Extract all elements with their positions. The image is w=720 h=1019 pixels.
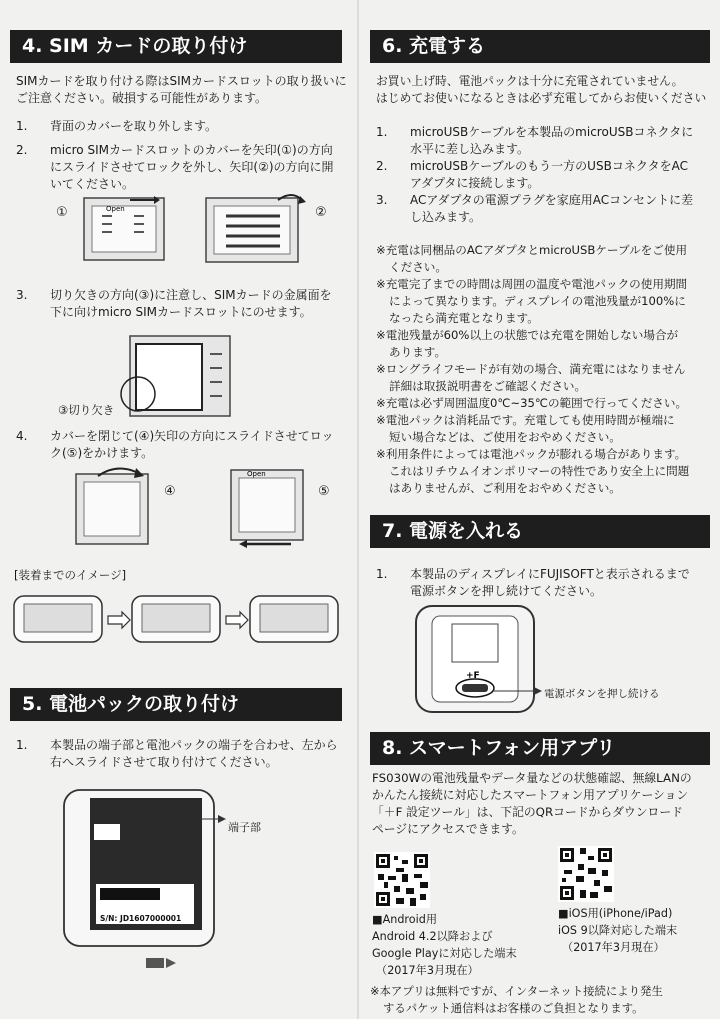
step-line: 背面のカバーを取り外します。 [50, 119, 218, 133]
sim-slot-open-image [200, 188, 310, 268]
notch-label: ③切り欠き [58, 403, 115, 417]
step-number: 3. [16, 288, 28, 302]
step-line: にスライドさせてロックを外し、矢印(②)の方向に開 [50, 160, 334, 174]
mounting-sequence-image [10, 588, 350, 650]
step-number: 3. [376, 193, 388, 207]
intro-line: FS030Wの電池残量やデータ量などの状態確認、無線LANの [372, 771, 692, 785]
step-line: microUSBケーブルを本製品のmicroUSBコネクタに [410, 125, 694, 139]
terminal-pointer [200, 812, 226, 826]
section-4-intro [16, 73, 347, 107]
step-line: ク(⑤)をかけます。 [50, 446, 154, 460]
android-line: （2017年3月現在） [376, 964, 479, 977]
mark-2: ② [315, 205, 327, 220]
section-6-intro [376, 73, 706, 107]
sim-slot-closed-image [80, 192, 170, 266]
note-item [376, 276, 716, 327]
step-line: カバーを閉じて(④)矢印の方向にスライドさせてロッ [50, 429, 334, 443]
step-number: 4. [16, 429, 28, 443]
note-line: はありませんが、ご利用をおやめください。 [389, 481, 621, 495]
ios-line: ■iOS用(iPhone/iPad) [558, 907, 673, 920]
step-line: 水平に差し込みます。 [410, 142, 530, 156]
sim-cover-close-image [70, 462, 160, 548]
android-info [372, 911, 517, 979]
note-line: によって異なります。ディスプレイの電池残量が100%に [389, 294, 686, 308]
section-4-title: 4. SIM カードの取り付け [10, 30, 342, 63]
image-caption: [装着までのイメージ] [14, 568, 127, 582]
ios-line: iOS 9以降対応した端末 [558, 924, 678, 937]
note-line: ※充電は同梱品のACアダプタとmicroUSBケーブルをご使用 [376, 243, 688, 257]
note-line: ※充電は必ず周囲温度0℃~35℃の範囲で行ってください。 [376, 396, 688, 410]
note-line: これはリチウムイオンポリマーの特性であり安全上に問題 [389, 464, 690, 478]
note-line: なったら満充電となります。 [389, 311, 539, 325]
note-item [376, 412, 716, 446]
mark-1: ① [56, 205, 68, 220]
section-8-title: 8. スマートフォン用アプリ [370, 732, 710, 765]
intro-line: はじめてお使いになるときは必ず充電してからお使いください [376, 91, 707, 105]
step-number: 2. [376, 159, 388, 173]
note-line: あります。 [389, 345, 447, 359]
note-item [376, 446, 716, 497]
section-7-title: 7. 電源を入れる [370, 515, 710, 548]
section-6-title: 6. 充電する [370, 30, 710, 63]
serial-number-text: S/N: JD1607000001 [100, 914, 182, 923]
right-column [362, 0, 720, 1019]
note-line: ※電池パックは消耗品です。充電しても使用時間が極端に [376, 413, 675, 427]
step-number: 1. [16, 119, 28, 133]
step-line: 本製品の端子部と電池パックの端子を合わせ、左から [50, 738, 338, 752]
mark-5: ⑤ [318, 484, 330, 499]
footnote-line: ※本アプリは無料ですが、インターネット接続により発生 [370, 984, 663, 998]
plus-f-logo: +F [466, 671, 480, 681]
note-line: 短い場合などは、ご使用をおやめください。 [389, 430, 621, 444]
step-number: 1. [16, 738, 28, 752]
step-line: アダプタに接続します。 [410, 176, 540, 190]
step-line: 本製品のディスプレイにFUJISOFTと表示されるまで [410, 567, 690, 581]
sim-card-placement-image [110, 330, 250, 420]
device-front-image [412, 604, 540, 716]
intro-line: ご注意ください。破損する可能性があります。 [16, 91, 268, 105]
section-5-title: 5. 電池パックの取り付け [10, 688, 342, 721]
note-line: ください。 [389, 260, 447, 274]
step-line: し込みます。 [410, 210, 482, 224]
step-line: 切り欠きの方向(③)に注意し、SIMカードの金属面を [50, 288, 332, 302]
ios-info [558, 905, 677, 956]
charging-notes [376, 242, 716, 497]
power-button-pointer [493, 686, 543, 696]
step-line: micro SIMカードスロットのカバーを矢印(①)の方向 [50, 143, 333, 157]
ios-line: （2017年3月現在） [562, 941, 665, 954]
android-line: Android 4.2以降および [372, 930, 493, 943]
step-line: ACアダプタの電源プラグを家庭用ACコンセントに差 [410, 193, 694, 207]
left-column [0, 0, 355, 1019]
open-text: Open [247, 470, 266, 478]
intro-line: お買い上げ時、電池パックは十分に充電されていません。 [376, 74, 684, 88]
app-footnote [370, 983, 715, 1017]
note-line: ※ロングライフモードが有効の場合、満充電にはなりません [376, 362, 686, 376]
power-button-label: 電源ボタンを押し続ける [544, 688, 660, 700]
step-line: 電源ボタンを押し続けてください。 [410, 584, 603, 598]
sim-cover-lock-image [225, 462, 315, 548]
section-8-intro [372, 770, 692, 838]
note-line: ※電池残量が60%以上の状態では充電を開始しない場合が [376, 328, 679, 342]
note-item [376, 327, 716, 361]
intro-line: SIMカードを取り付ける際はSIMカードスロットの取り扱いに [16, 74, 347, 88]
open-text: Open [106, 205, 125, 213]
step-number: 1. [376, 125, 388, 139]
step-line: いてください。 [50, 177, 135, 191]
battery-insertion-image [60, 784, 220, 974]
note-item [376, 395, 716, 412]
android-line: Google Playに対応した端末 [372, 947, 517, 960]
step-line: microUSBケーブルのもう一方のUSBコネクタをAC [410, 159, 688, 173]
column-divider [357, 0, 359, 1019]
mark-4: ④ [164, 484, 176, 499]
note-line: 詳細は取扱説明書をご確認ください。 [389, 379, 587, 393]
note-item [376, 242, 716, 276]
note-line: ※充電完了までの時間は周囲の温度や電池パックの使用期間 [376, 277, 688, 291]
android-line: ■Android用 [372, 913, 438, 926]
terminal-label: 端子部 [228, 821, 261, 834]
intro-line: かんたん接続に対応したスマートフォン用アプリケーション [372, 788, 689, 802]
intro-line: 「＋F 設定ツール」は、下記のQRコードからダウンロード [372, 805, 683, 819]
step-line: 右へスライドさせて取り付けてください。 [50, 755, 278, 769]
step-number: 2. [16, 143, 28, 157]
step-number: 1. [376, 567, 388, 581]
intro-line: ページにアクセスできます。 [372, 822, 524, 836]
step-line: 下に向けmicro SIMカードスロットにのせます。 [50, 305, 312, 319]
note-item [376, 361, 716, 395]
ios-qr-code-image [558, 846, 616, 902]
footnote-line: するパケット通信料はお客様のご負担となります。 [383, 1001, 644, 1015]
note-line: ※利用条件によっては電池パックが膨れる場合があります。 [376, 447, 687, 461]
android-qr-code-image [374, 852, 432, 908]
